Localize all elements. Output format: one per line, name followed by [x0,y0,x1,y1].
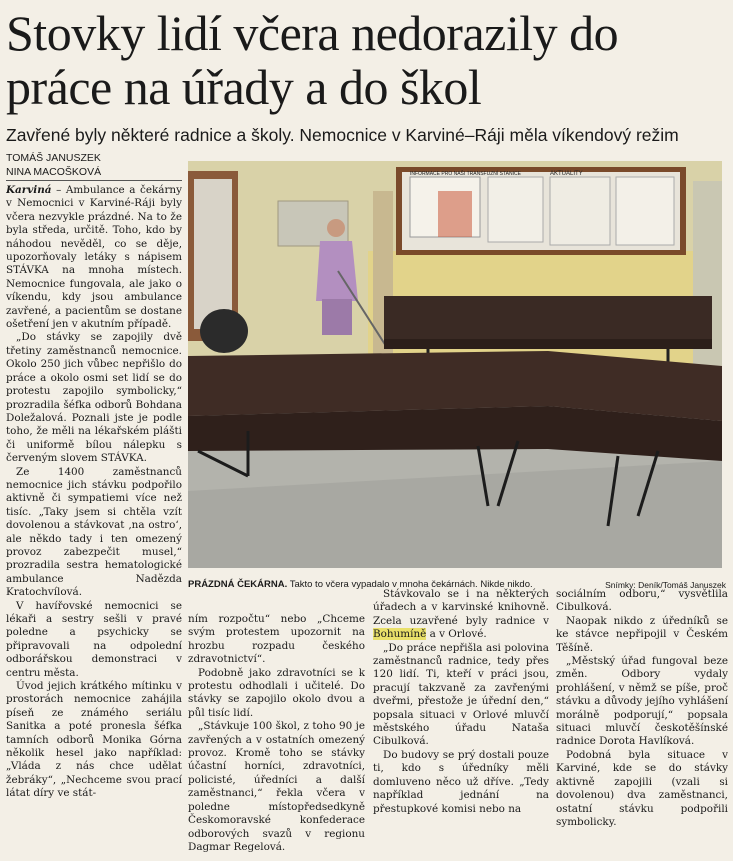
paragraph: Podobně jako zdravotníci se k protestu odhodlali i učitelé. Do stávky se zapojilo okolo dvou a půl tisíc lidí. [188,666,365,719]
author-bylines [6,151,182,179]
paragraph: sociálním odboru,“ vysvětlila Cibulková. [556,588,728,614]
paragraph: Ze 1400 zaměstnanců nemocnice jich stávku podpořilo aktivně či sympatiemi více než tisíc. „Taky jsem si chtěla vzít dovolenou a stávkovat ‚na ostro‘, ale někdo tady i ten omezený provoz zabezpečit musel,“ prozradila sestra hematologické ambulance Nadězda Kratochvílová. [6,465,182,599]
paragraph: Do budovy se prý dostali pouze ti, kdo s úředníky měli domluveno něco už dříve. „Tedy například jednání na přestupkové komisi nebo na [373,748,549,815]
paragraph: ním rozpočtu“ nebo „Chceme svým protestem upozornit na hrozbu rozpadu českého zdravotnictví“. [188,613,365,666]
waiting-room-photo [188,161,722,568]
photo-illustration [188,161,722,568]
dateline: Karviná [6,184,52,196]
author-name: TOMÁŠ JANUSZEK [6,152,101,164]
paragraph: „Městský úřad fungoval beze změn. Odbory vydaly prohlášení, v němž se píše, proč stávku a důvody jejího vyhlášení morálně podporují,“ popsala situaci mluvčí českotěšínské radnice Dorota Havlíková. [556,655,728,748]
paragraph: Stávkovalo se i na některých úřadech a v karvinské knihovně. Zcela uzavřené byly radnice v Bohumíně a v Orlové. [373,588,549,641]
article-column-1 [6,184,182,854]
highlighted-word: Bohumíně [373,628,427,641]
byline-divider [6,180,182,181]
paragraph: Karviná – Ambulance a čekárny v Nemocnici v Karviné-Ráji byly včera nezvykle prázdné. Na to že byla středa, určitě. Toho, kdo by náhodou nevěděl, co se děje, upozorňovaly letáky s nápisem STÁVKA na mnoha místech. Nemocnice fungovala, ale jako o víkendu, kdy jsou ambulance zavřené, a pacientům se dostane ošetření jen v akutním případě. [6,184,182,331]
article-column-3 [373,588,549,857]
board-label-right: AKTUALITY [550,171,583,177]
caption-text: Takto to včera vypadalo v mnoha čekárnách. Nikde nikdo. [289,579,533,590]
paragraph: „Do práce nepřišla asi polovina zaměstnanců radnice, tedy přes 120 lidí. Ti, kteří v práci jsou, pracují takzvaně za zavřenými dveřmi, přestože je úřední den,“ popsala situaci v Orlové mluvčí městského úřadu Nataša Cibulková. [373,641,549,748]
article-column-2 [188,613,365,857]
board-label-left: INFORMACE PRO NAŠI TRANSFUZNÍ STANICE [410,171,521,177]
subheadline: Zavřené byly některé radnice a školy. Nemocnice v Karviné–Ráji měla víkendový režim [6,125,679,145]
paragraph: „Do stávky se zapojily dvě třetiny zaměstnanců nemocnice. Okolo 250 jich vůbec nepřišlo do práce a okolo osmi set lidí se do protestu zapojilo symbolicky,“ prozradila šéfka odborů Bohdana Doležalová. Poznali jste je podle toho, že měli na lékařském plášti či uniformě bílou nálepku s červeným slovem STÁVKA. [6,331,182,465]
author-name: NINA MACOŠKOVÁ [6,166,102,178]
paragraph: Podobná byla situace v Karviné, kde se do stávky aktivně zapojili (vzali si dovolenou) dva zaměstnanci, ostatní stávku podpořili symbolicky. [556,748,728,828]
headline: Stovky lidí včera nedorazily do práce na úřady a do škol [6,5,619,115]
photo-credit: Snímky: Deník/Tomáš Januszek [605,580,726,590]
paragraph: „Stávkuje 100 škol, z toho 90 je zavřených a v ostatních omezený provoz. Kromě toho se stávky účastní horníci, zdravotníci, policisté, úředníci a další zaměstnanci,“ řekla včera v poledne místopředsedkyně Českomoravské konfederace odborových svazů v regionu Dagmar Regelová. [188,720,365,853]
paragraph: V havířovské nemocnici se lékaři a sestry sešli v pravé poledne a psychicky se připravovali na odpolední odborářskou demonstraci v centru města. [6,599,182,679]
paragraph: Úvod jejich krátkého mítinku v prostorách nemocnice zahájila píseň ze známého seriálu Sanitka a poté pronesla šéfka tamních odborů Monika Górna několik hesel jako například: „Vláda z nás chce udělat žebráky“, „Nechceme svou prací látat díry ve stát- [6,680,182,800]
article-column-4 [556,588,728,857]
paragraph: Naopak nikdo z úředníků se ke stávce nepřipojil v Českém Těšíně. [556,614,728,654]
caption-lead: PRÁZDNÁ ČEKÁRNA. [188,579,288,590]
